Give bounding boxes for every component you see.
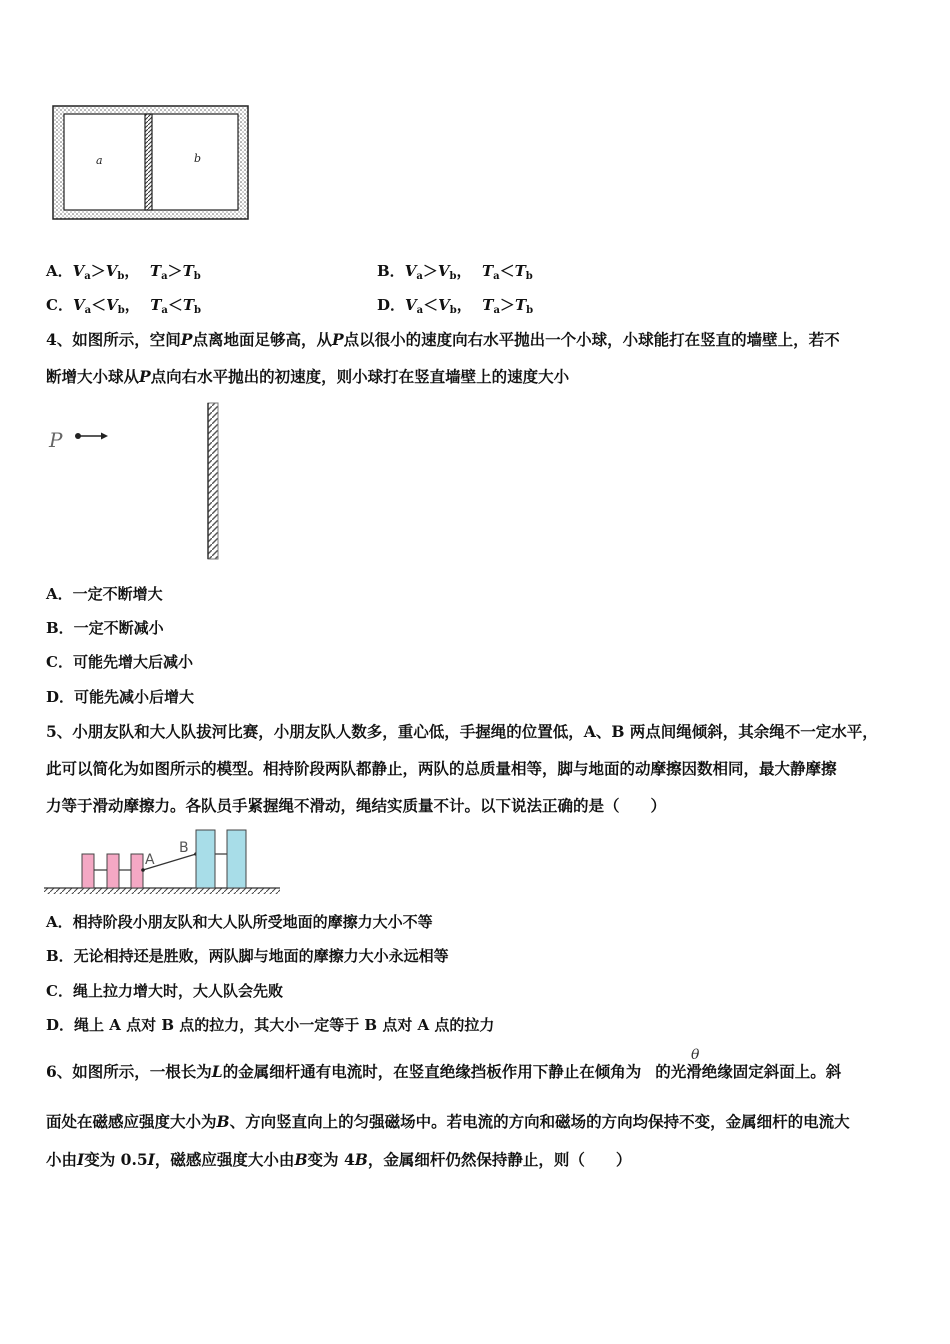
theta-symbol: θ <box>691 1047 700 1063</box>
container-figure <box>52 105 250 221</box>
q4-stem-line2: 断增大小球从P点向右水平抛出的初速度，则小球打在竖直墙壁上的速度大小 <box>46 367 570 386</box>
label-a: A <box>145 852 155 868</box>
q5-stem-line3: 力等于滑动摩擦力。各队员手紧握绳不滑动，绳结实质量不计。以下说法正确的是（ ） <box>46 796 667 815</box>
q3-option-a[interactable]: A．$V_a>V_b$， $T_a>T_b$ <box>46 262 201 282</box>
q3-option-c[interactable]: C．$V_a<V_b$， $T_a<T_b$ <box>46 296 202 316</box>
adult-2 <box>227 830 246 888</box>
q6-stem-line2: 面处在磁感应强度大小为B、方向竖直向上的匀强磁场中。若电流的方向和磁场的方向均保持不变，金属细杆的电流大 <box>46 1112 850 1131</box>
q3-option-b[interactable]: B．$V_a>V_b$， $T_a<T_b$ <box>377 262 533 282</box>
child-3 <box>131 854 143 888</box>
label-p: P <box>49 428 63 452</box>
q5-option-c[interactable]: C．绳上拉力增大时，大人队会先败 <box>46 982 283 1000</box>
child-2 <box>107 854 119 888</box>
q5-option-a[interactable]: A．相持阶段小朋友队和大人队所受地面的摩擦力大小不等 <box>46 913 433 931</box>
q4-option-d[interactable]: D．可能先减小后增大 <box>46 688 195 706</box>
child-1 <box>82 854 94 888</box>
q5-option-b[interactable]: B．无论相持还是胜败，两队脚与地面的摩擦力大小永远相等 <box>46 947 449 965</box>
q4-option-a[interactable]: A．一定不断增大 <box>46 585 163 603</box>
label-b: b <box>194 152 202 165</box>
arrow-right-icon <box>101 433 108 440</box>
q3-option-d[interactable]: D．$V_a<V_b$， $T_a>T_b$ <box>377 296 534 316</box>
label-a: a <box>96 154 103 167</box>
q4-option-c[interactable]: C．可能先增大后减小 <box>46 653 193 671</box>
projectile-wall-figure <box>44 400 234 565</box>
adult-1 <box>196 830 215 888</box>
partition-piston <box>145 114 152 210</box>
q5-stem-line2: 此可以简化为如图所示的模型。相持阶段两队都静止，两队的总质量相等，脚与地面的动摩擦因数相同，最大静摩擦 <box>46 759 837 778</box>
q6-stem-line1: 6、如图所示，一根长为L的金属细杆通有电流时，在竖直绝缘挡板作用下静止在倾角为 的光滑绝缘固定斜面上。斜 <box>46 1062 842 1081</box>
q4-option-b[interactable]: B．一定不断减小 <box>46 619 164 637</box>
q5-option-d[interactable]: D．绳上 A 点对 B 点的拉力，其大小一定等于 B 点对 A 点的拉力 <box>46 1016 495 1034</box>
q4-stem-line1: 4、如图所示，空间P点离地面足够高，从P点以很小的速度向右水平抛出一个小球，小球能打在竖直的墙壁上，若不 <box>46 330 840 349</box>
wall <box>208 403 218 559</box>
q5-stem-line1: 5、小朋友队和大人队拔河比赛，小朋友队人数多，重心低，手握绳的位置低，A、B 两点间绳倾斜，其余绳不一定水平， <box>46 722 878 741</box>
tug-of-war-figure <box>44 826 284 898</box>
label-b: B <box>179 840 189 856</box>
q6-stem-line3: 小由I变为 0.5I，磁感应强度大小由B变为 4B，金属细杆仍然保持静止，则（ ） <box>46 1150 632 1169</box>
